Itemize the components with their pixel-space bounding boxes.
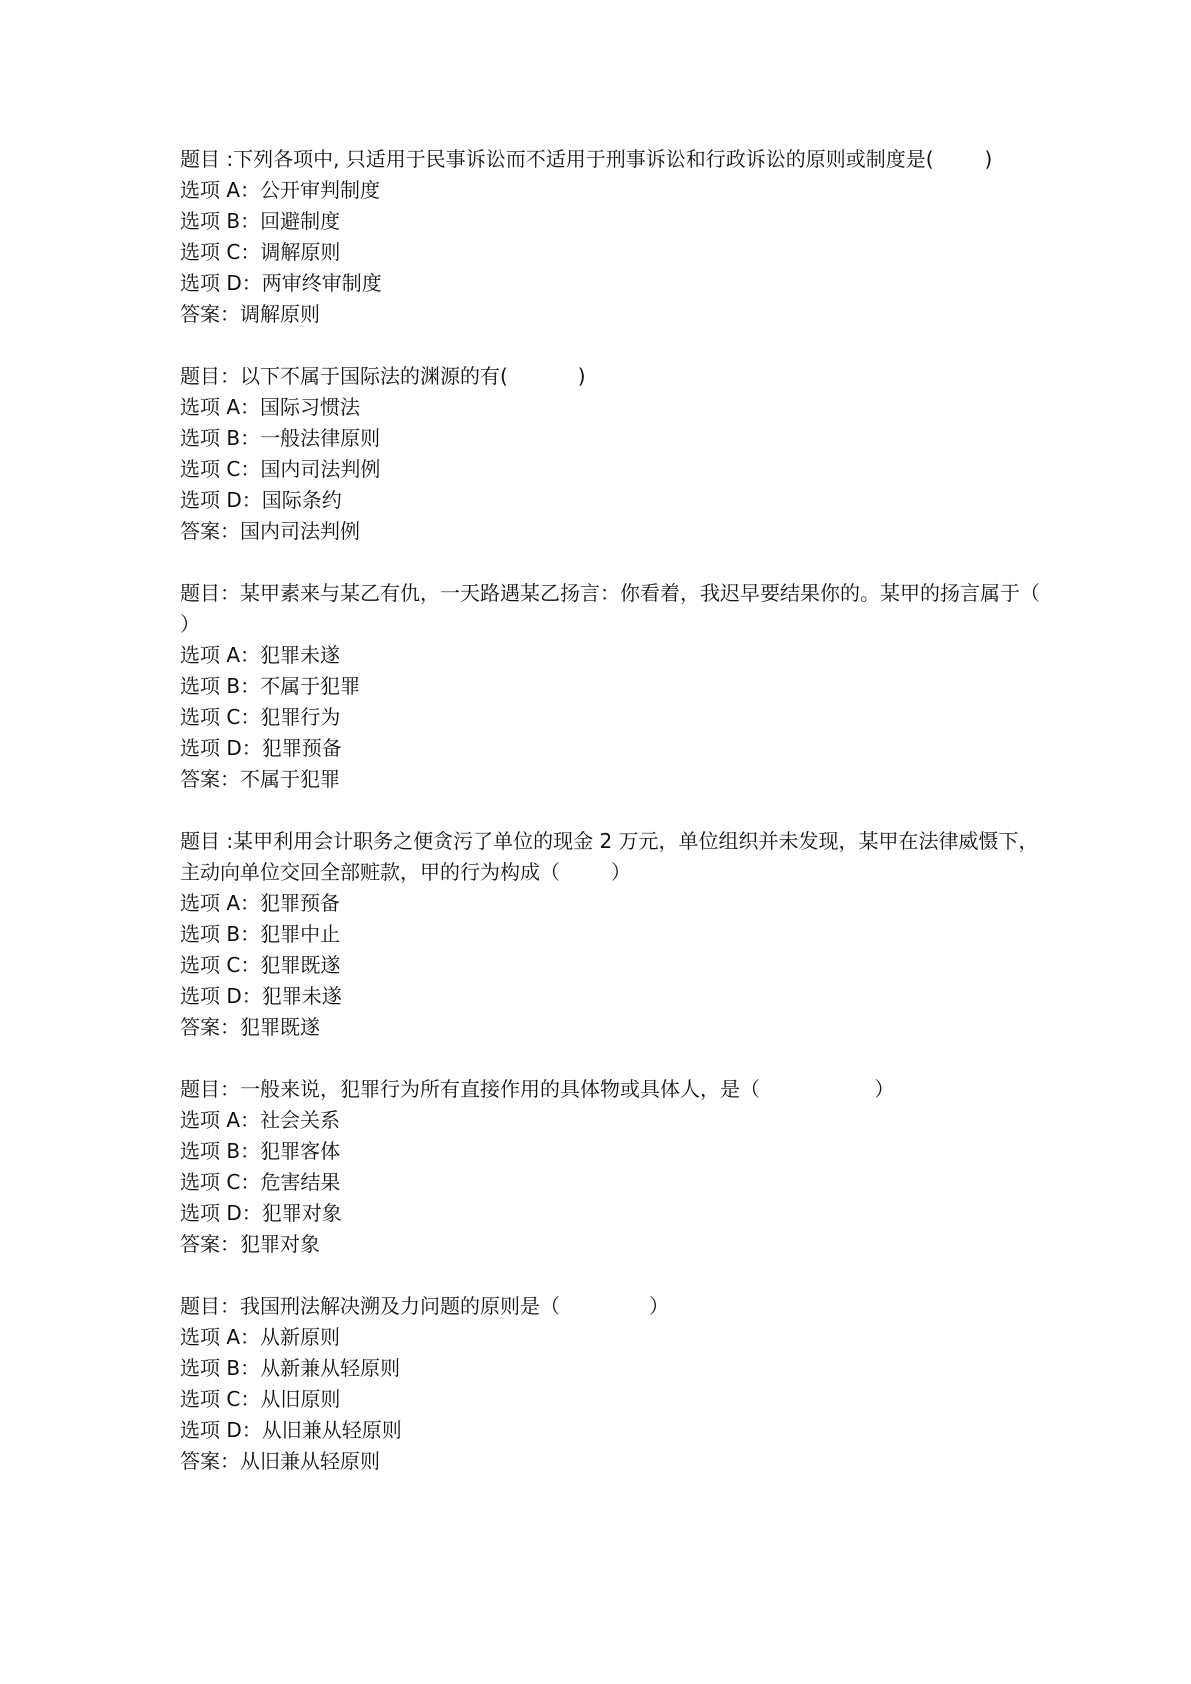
question-block bbox=[180, 1291, 1040, 1477]
option-c: 选项 C：危害结果 bbox=[180, 1170, 341, 1194]
question-block bbox=[180, 578, 1091, 795]
option-a: 选项 A：社会关系 bbox=[180, 1108, 341, 1132]
question-block bbox=[180, 361, 1040, 547]
question-block bbox=[180, 144, 1040, 330]
question-title: 题目 :某甲利用会计职务之便贪污了单位的现金 2 万元，单位组织并未发现，某甲在法律威慑下，主动向单位交回全部赃款，甲的行为构成（ ） bbox=[180, 829, 1039, 884]
option-a: 选项 A：犯罪预备 bbox=[180, 891, 341, 915]
option-d: 选项 D：国际条约 bbox=[180, 488, 342, 512]
question-block bbox=[180, 826, 1040, 1043]
option-b: 选项 B：犯罪中止 bbox=[180, 922, 341, 946]
document-page bbox=[180, 144, 1091, 1508]
option-a: 选项 A：国际习惯法 bbox=[180, 395, 361, 419]
option-b: 选项 B：从新兼从轻原则 bbox=[180, 1356, 401, 1380]
option-b: 选项 B：犯罪客体 bbox=[180, 1139, 341, 1163]
option-d: 选项 D：两审终审制度 bbox=[180, 271, 382, 295]
option-d: 选项 D：犯罪对象 bbox=[180, 1201, 342, 1225]
option-b: 选项 B：一般法律原则 bbox=[180, 426, 381, 450]
answer: 答案：犯罪既遂 bbox=[180, 1015, 320, 1039]
question-block bbox=[180, 1074, 1040, 1260]
answer: 答案：国内司法判例 bbox=[180, 519, 360, 543]
option-a: 选项 A：犯罪未遂 bbox=[180, 643, 341, 667]
option-a: 选项 A：从新原则 bbox=[180, 1325, 341, 1349]
option-d: 选项 D：从旧兼从轻原则 bbox=[180, 1418, 402, 1442]
answer: 答案：从旧兼从轻原则 bbox=[180, 1449, 380, 1473]
question-title: 题目：某甲素来与某乙有仇，一天路遇某乙扬言：你看着，我迟早要结果你的。某甲的扬言属于（ ） bbox=[180, 581, 1091, 636]
answer: 答案：不属于犯罪 bbox=[180, 767, 340, 791]
question-title: 题目：以下不属于国际法的渊源的有( ) bbox=[180, 364, 586, 388]
answer: 答案：犯罪对象 bbox=[180, 1232, 320, 1256]
option-c: 选项 C：从旧原则 bbox=[180, 1387, 341, 1411]
option-d: 选项 D：犯罪未遂 bbox=[180, 984, 342, 1008]
option-b: 选项 B：不属于犯罪 bbox=[180, 674, 361, 698]
answer: 答案：调解原则 bbox=[180, 302, 320, 326]
question-title: 题目：一般来说，犯罪行为所有直接作用的具体物或具体人，是（ ） bbox=[180, 1077, 895, 1101]
question-title: 题目 :下列各项中, 只适用于民事诉讼而不适用于刑事诉讼和行政诉讼的原则或制度是( ) bbox=[180, 147, 993, 171]
option-a: 选项 A：公开审判制度 bbox=[180, 178, 381, 202]
option-b: 选项 B：回避制度 bbox=[180, 209, 341, 233]
option-c: 选项 C：国内司法判例 bbox=[180, 457, 381, 481]
option-c: 选项 C：犯罪行为 bbox=[180, 705, 341, 729]
option-d: 选项 D：犯罪预备 bbox=[180, 736, 342, 760]
option-c: 选项 C：调解原则 bbox=[180, 240, 341, 264]
question-title: 题目：我国刑法解决溯及力问题的原则是（ ） bbox=[180, 1294, 670, 1318]
option-c: 选项 C：犯罪既遂 bbox=[180, 953, 341, 977]
